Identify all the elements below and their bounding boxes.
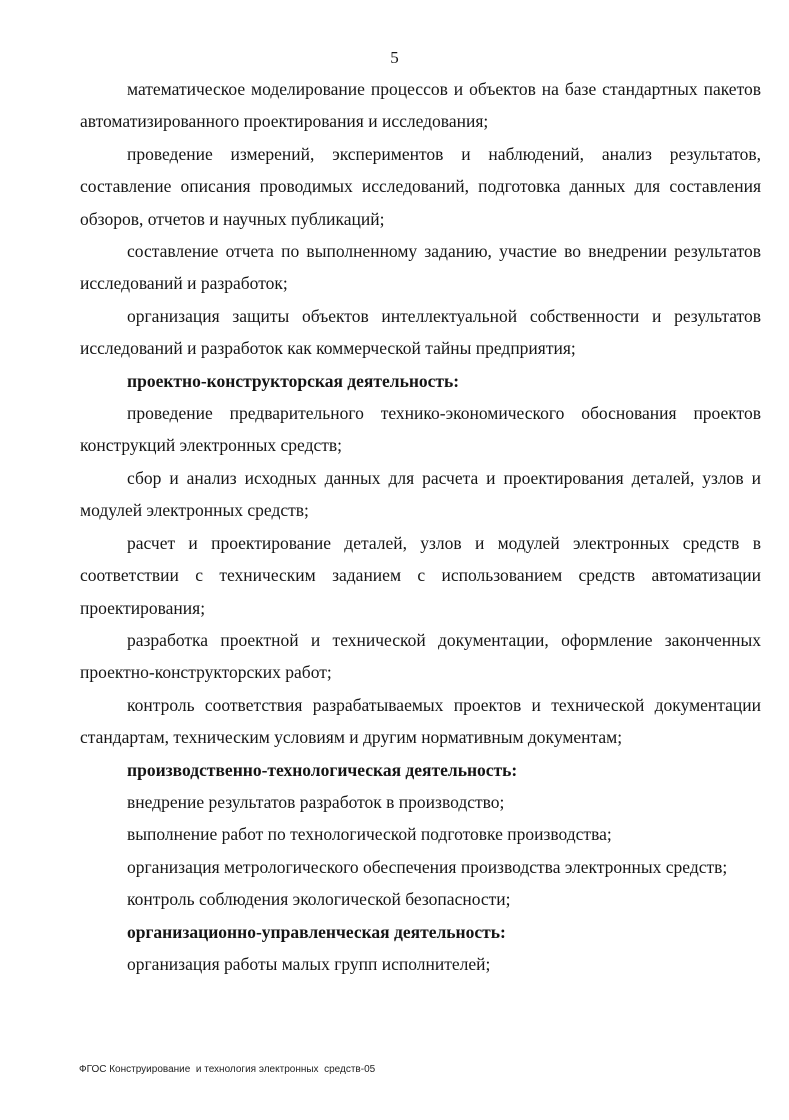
paragraph-feasibility: проведение предварительного технико-экономического обоснования проектов конструкций электронных средств; [80, 403, 761, 456]
section-heading-management: организационно-управленческая деятельность: [127, 921, 506, 942]
document-footer: ФГОС Конструирование и технология электронных средств-05 [79, 1064, 376, 1075]
section-heading-design: проектно-конструкторская деятельность: [127, 370, 460, 391]
paragraph-small-groups: организация работы малых групп исполнителей; [127, 953, 491, 974]
page-number: 5 [390, 48, 399, 67]
paragraph-measurements: проведение измерений, экспериментов и наблюдений, анализ результатов, составление описания проводимых исследований, подготовка данных для составления обзоров, отчетов и научных публикаций; [80, 143, 761, 229]
section-heading-production: производственно-технологическая деятельность: [127, 759, 518, 780]
paragraph-modeling: математическое моделирование процессов и объектов на базе стандартных пакетов автоматизированного проектирования и исследования; [80, 79, 761, 132]
document-body [80, 73, 761, 980]
paragraph-calculation: расчет и проектирование деталей, узлов и модулей электронных средств в соответствии с техническим заданием с использованием средств автоматизации проектирования; [80, 532, 761, 618]
paragraph-implementation: внедрение результатов разработок в производство; [127, 791, 505, 812]
paragraph-documentation: разработка проектной и технической документации, оформление законченных проектно-конструкторских работ; [80, 629, 761, 683]
paragraph-ecology: контроль соблюдения экологической безопасности; [127, 889, 511, 910]
paragraph-data-collection: сбор и анализ исходных данных для расчета и проектирования деталей, узлов и модулей электронных средств; [80, 467, 761, 521]
paragraph-ip-protection: организация защиты объектов интеллектуальной собственности и результатов исследований и разработок как коммерческой тайны предприятия; [80, 305, 761, 359]
paragraph-metrology: организация метрологического обеспечения производства электронных средств; [127, 856, 728, 877]
paragraph-tech-preparation: выполнение работ по технологической подготовке производства; [127, 824, 612, 845]
paragraph-compliance: контроль соответствия разрабатываемых проектов и технической документации стандартам, техническим условиям и другим нормативным документам; [80, 694, 761, 748]
paragraph-report: составление отчета по выполненному заданию, участие во внедрении результатов исследований и разработок; [80, 241, 761, 294]
